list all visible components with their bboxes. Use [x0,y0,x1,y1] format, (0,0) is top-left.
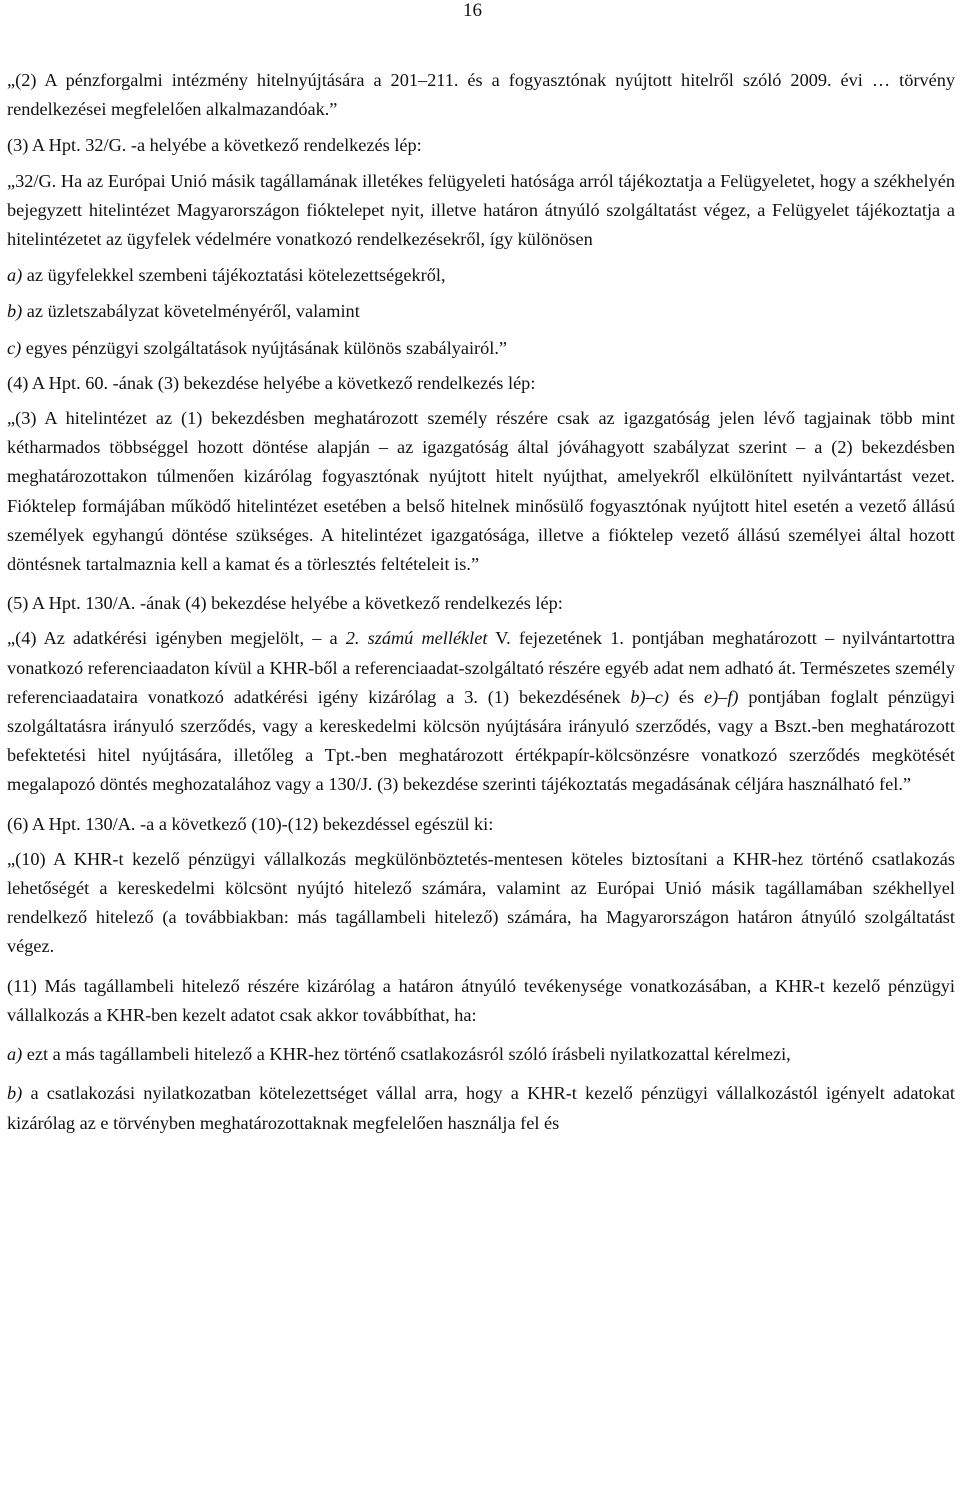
list-letter: a) [7,1044,23,1065]
list-item-b [7,297,955,326]
paragraph-60-3: „(3) A hitelintézet az (1) bekezdésben meghatározott személy részére csak az igazgatóság jelen lévő tagjainak több mint kétharmados többséggel hozott döntése alapján – az igazgatóság által jóváhagyott szabályzat szerint – a (2) bekezdésben meghatározottakon túlmenően kizárólag fogyasztónak nyújtott hitelt nyújthat, amelyekről elkülönített nyilvántartást vezet. Fióktelep formájában működő hitelintézet esetében a belső hitelnek minősülő fogyasztónak nyújtott hitel esetén a vezető állású személyek egyhangú döntése szükséges. A hitelintézet igazgatósága, illetve a fióktelep vezető állású személyei által hozott döntésnek tartalmaznia kell a kamat és a törlesztés feltételeit is.” [7,408,955,575]
paragraph-130a-4 [7,624,955,799]
paragraph-amend-3: (3) A Hpt. 32/G. -a helyébe a következő rendelkezés lép: [7,135,422,156]
list-item-b [7,1079,955,1137]
list-text: az ügyfelekkel szembeni tájékoztatási kötelezettségekről, [22,265,446,286]
list-letter: a) [7,265,23,286]
document-body [7,66,955,1145]
text-run-italic: e)–f) [703,686,739,707]
list-letter: b) [7,301,23,322]
paragraph-130a-10: „(10) A KHR-t kezelő pénzügyi vállalkozás megkülönböztetés-mentesen köteles biztosítani a KHR-hez történő csatlakozás lehetőségét a kereskedelmi kölcsönt nyújtó hitelező számára, valamint az Európai Unió másik tagállamában székhellyel rendelkező hitelező (a továbbiakban: más tagállambeli hitelező) számára, ha Magyarországon határon átnyúló szolgáltatást végez. [7,848,955,957]
list-text: egyes pénzügyi szolgáltatások nyújtásának különös szabályairól.” [21,337,508,358]
paragraph-amend-6: (6) A Hpt. 130/A. -a a következő (10)-(12) bekezdéssel egészül ki: [7,813,494,834]
text-run: és [668,686,704,707]
list-text: ezt a más tagállambeli hitelező a KHR-hez történő csatlakozásról szóló írásbeli nyilatkozattal kérelmezi, [22,1044,791,1065]
list-item-c [7,334,955,363]
list-text: az üzletszabályzat követelményéről, valamint [22,301,360,322]
text-run-italic: 2. számú melléklet [345,628,488,649]
list-item-a [7,261,955,290]
paragraph-32g: „32/G. Ha az Európai Unió másik tagállamának illetékes felügyeleti hatósága arról tájékoztatja a Felügyeletet, hogy a székhelyén bejegyzett hitelintézet Magyarországon fióktelepet nyit, illetve határon átnyúló szolgáltatást végez, a Felügyelet tájékoztatja a hitelintézetet az ügyfelek védelmére vonatkozó rendelkezésekről, így különösen [7,170,955,250]
paragraph-amend-4: (4) A Hpt. 60. -ának (3) bekezdése helyébe a következő rendelkezés lép: [7,372,536,393]
list-item-a [7,1040,955,1069]
text-run: V. fejezetének 1. pontjában meghatározott – nyilvántartottra vonatkozó referenciaadaton kívül a KHR-ből a referenciaadat-szolgáltató részére egyéb adat nem adható át. Természetes személy referenciaadataira vonatkozó adatkérési igény kizárólag a 3. (1) bekezdésének [7,628,955,707]
text-run-italic: b)–c) [630,686,669,707]
paragraph-amend-5: (5) A Hpt. 130/A. -ának (4) bekezdése helyébe a következő rendelkezés lép: [7,593,563,614]
paragraph-130a-11: (11) Más tagállambeli hitelező részére kizárólag a határon átnyúló tevékenysége vonatkozásában, a KHR-t kezelő pénzügyi vállalkozás a KHR-ben kezelt adatot csak akkor továbbíthat, ha: [7,975,955,1025]
text-run: „(4) Az adatkérési igényben megjelölt, – a [7,628,346,649]
list-letter: b) [7,1083,23,1104]
text-run: pontjában foglalt pénzügyi szolgáltatásra irányuló szerződés, vagy a kereskedelmi kölcsön nyújtására irányuló szerződés, vagy a Bszt.-ben meghatározott befektetési hitel nyújtására, illetőleg a Tpt.-ben meghatározott értékpapír-kölcsönzésre vonatkozó szerződés megkötését megalapozó döntés meghozatalához vagy a 130/J. (3) bekezdése szerinti tájékoztatás megadásának céljára használható fel.” [7,686,955,795]
list-letter: c) [7,337,22,358]
page-number: 16 [463,0,482,21]
list-text: a csatlakozási nyilatkozatban kötelezettséget vállal arra, hogy a KHR-t kezelő pénzügyi vállalkozástól igényelt adatokat kizárólag az e törvényben meghatározottaknak megfelelően használja fel és [7,1083,955,1133]
paragraph-hpt-2: „(2) A pénzforgalmi intézmény hitelnyújtására a 201–211. és a fogyasztónak nyújtott hitelről szóló 2009. évi … törvény rendelkezései megfelelően alkalmazandóak.” [7,70,955,120]
